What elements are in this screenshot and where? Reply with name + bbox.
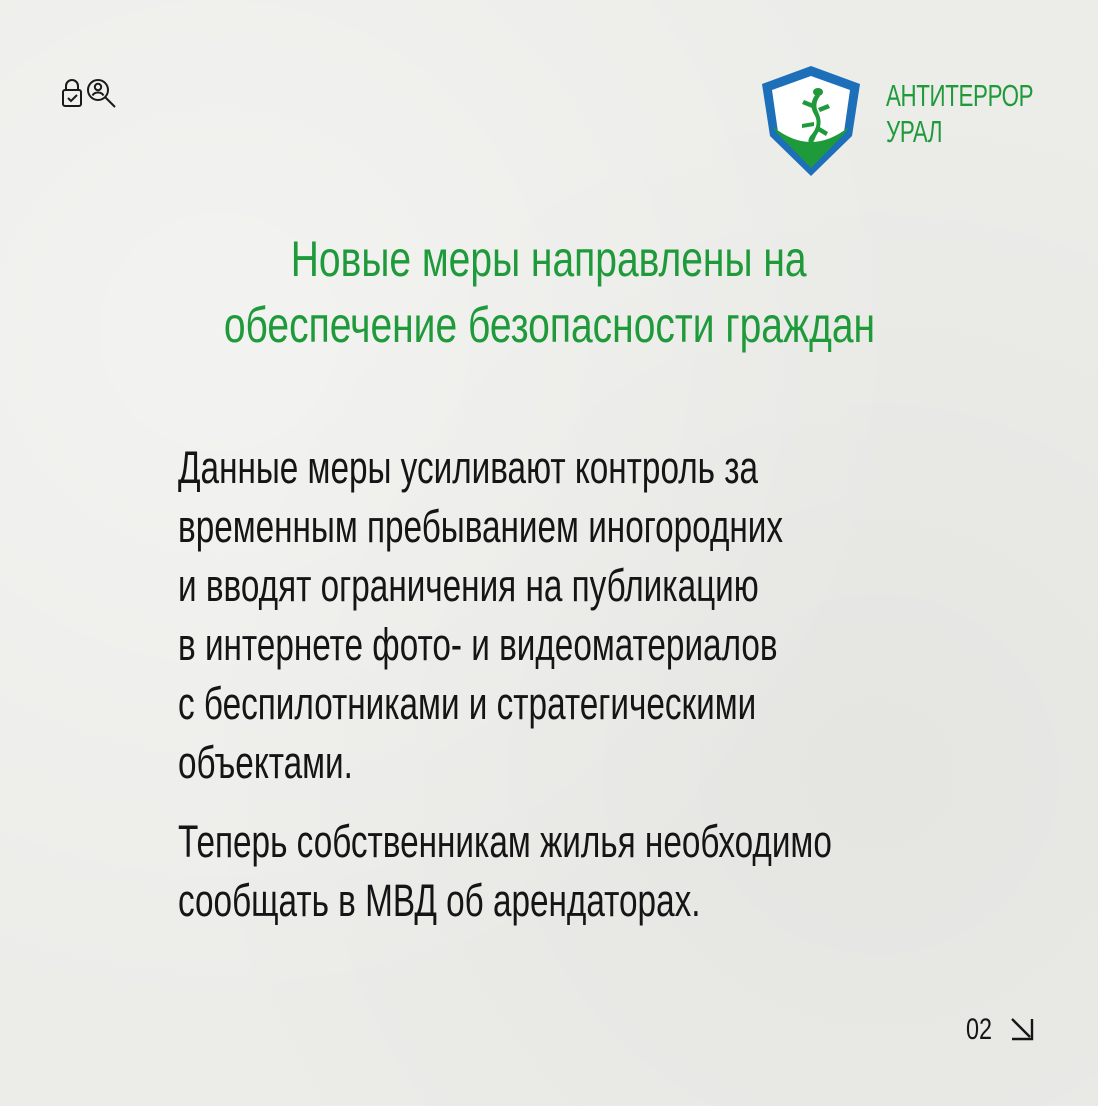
page-number-text: 02 [966,1013,993,1046]
paragraph-1-line: объектами. [178,737,353,788]
padlock-icon [63,80,81,106]
paragraph-1-line: с беспилотниками и стратегическими [178,678,757,729]
brand-name-line1: АНТИТЕРРОР [886,78,1034,113]
headline-line1: Новые меры направлены на [291,231,807,287]
user-search-icon [88,80,115,107]
brand-name [886,78,1033,150]
paragraph-1-line: временным пребыванием иногородних [178,501,784,552]
headline-line2: обеспечение безопасности граждан [223,297,875,353]
paragraph-1-line: в интернете фото- и видеоматериалов [178,619,778,670]
headline [0,226,1098,358]
paragraph-1-line: Данные меры усиливают контроль за [178,442,759,493]
shield-lizard-logo [756,64,866,180]
arrow-down-right-icon [1008,1015,1036,1043]
paragraph-1 [178,438,1038,792]
paragraph-2 [178,812,1038,930]
paragraph-1-line: и вводят ограничения на публикацию [178,560,759,611]
paragraph-2-line: Теперь собственникам жилья необходимо [178,816,832,867]
page-number [966,1012,1046,1048]
body-text [178,438,1038,950]
top-icons [60,76,122,110]
paragraph-2-line: сообщать в МВД об арендаторах. [178,875,701,926]
brand-name-line2: УРАЛ [886,114,943,149]
brand [756,64,1046,180]
